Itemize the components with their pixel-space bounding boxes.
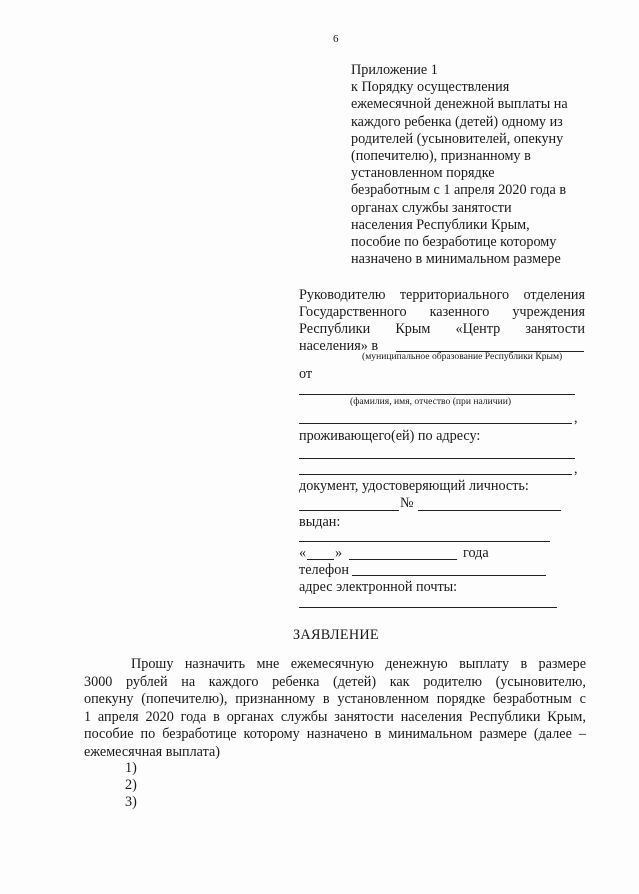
annex-line: населения Республики Крым,	[351, 216, 530, 233]
word: 2020	[145, 708, 174, 725]
word: территориального	[399, 287, 510, 303]
id-series-blank	[299, 510, 399, 511]
word: как	[389, 673, 410, 690]
word: апреля	[97, 708, 139, 725]
word: мне	[256, 656, 280, 672]
id-number-sign: №	[400, 495, 414, 511]
annex-line: (попечителю), признанному в	[351, 148, 531, 165]
word: порядке	[436, 691, 486, 707]
word: года	[180, 708, 207, 725]
annex-line: пособие по безработице которому	[351, 234, 557, 251]
fio-blank-2	[299, 423, 572, 424]
body-line-5	[84, 726, 586, 744]
id-doc-label: документ, удостоверяющий личность:	[299, 478, 529, 494]
word: пособие	[84, 726, 134, 742]
annex-line: родителей (усыновителей, опекуну	[351, 130, 564, 147]
application-body	[84, 656, 586, 761]
word: занятости	[334, 708, 394, 725]
word: Прошу	[131, 656, 174, 672]
word: ежемесячную	[290, 656, 374, 672]
word: в	[520, 656, 528, 672]
word: Крым	[395, 321, 431, 337]
addressee-line-2	[299, 304, 585, 321]
annex-line: к Порядку осуществления	[351, 79, 510, 96]
word: установленном	[337, 691, 429, 707]
body-line-3	[84, 691, 586, 709]
annex-line: органах службы занятости	[351, 199, 512, 216]
word: в	[213, 708, 220, 725]
word: денежную	[385, 656, 448, 672]
annex-line: безработным с 1 апреля 2020 года в	[351, 182, 567, 199]
word: рублей	[126, 673, 168, 690]
date-close-quote: »	[335, 545, 343, 561]
word: (детей)	[333, 673, 377, 690]
word: опекуну	[84, 691, 134, 707]
municipality-hint: (муниципальное образование Республики Крым)	[362, 351, 563, 362]
word: Государственного	[299, 304, 407, 320]
annex-line: каждого ребенка (детей) одному из	[351, 113, 563, 130]
addressee-line-3	[299, 321, 585, 338]
word: (усыновителю,	[495, 673, 586, 690]
address-blank-1	[299, 458, 575, 459]
word: 3000	[84, 673, 113, 690]
word: размере	[479, 726, 527, 742]
phone-label: телефон	[299, 562, 349, 578]
issued-blank	[299, 541, 550, 542]
word: службы	[280, 708, 328, 725]
id-number-blank	[418, 510, 561, 511]
word: каждого	[208, 673, 259, 690]
word: в	[374, 726, 382, 742]
word: (далее	[533, 726, 572, 742]
fio-hint: (фамилия, имя, отчество (при наличии)	[350, 396, 512, 407]
issued-label: выдан:	[299, 514, 341, 530]
word: казенного	[429, 304, 490, 320]
annex-line: Приложение 1	[351, 62, 438, 78]
word: которому	[243, 726, 300, 742]
list-item: 1)	[125, 760, 137, 776]
annex-line: установленном порядке	[351, 165, 495, 182]
word: признанному	[235, 691, 316, 707]
document-title: ЗАЯВЛЕНИЕ	[293, 627, 379, 643]
fio-comma: ,	[574, 410, 578, 426]
word: назначено	[306, 726, 368, 742]
date-open-quote: «	[299, 545, 307, 561]
word: Крым,	[547, 708, 586, 725]
list-item: 2)	[125, 777, 137, 793]
body-line-4	[84, 709, 586, 727]
word: в	[322, 691, 330, 707]
annex-line: назначено в минимальном размере	[351, 251, 561, 268]
word: учреждения	[512, 304, 585, 320]
word: выплату	[459, 656, 510, 672]
list-item: 3)	[125, 794, 137, 810]
word: родителю	[423, 673, 482, 690]
from-label: от	[299, 366, 313, 382]
email-label: адрес электронной почты:	[299, 579, 458, 595]
word: Руководителю	[299, 287, 386, 303]
word: безработным	[492, 691, 572, 707]
word: минимальном	[388, 726, 473, 742]
annex-block	[351, 62, 591, 268]
word: –	[578, 726, 586, 742]
addressee-line-1	[299, 287, 585, 304]
word: безработице	[162, 726, 237, 742]
email-blank	[299, 607, 557, 608]
word: населения	[400, 708, 463, 725]
year-label: года	[463, 545, 489, 561]
fio-blank-1	[299, 394, 575, 395]
address-label: проживающего(ей) по адресу:	[299, 428, 481, 444]
date-month-blank	[349, 559, 457, 560]
word: назначить	[184, 656, 246, 672]
address-blank-2	[299, 474, 572, 475]
word: органах	[226, 708, 274, 725]
word: Республики	[299, 321, 371, 337]
word: на	[181, 673, 196, 690]
word: ребенка	[272, 673, 320, 690]
word: размере	[538, 656, 586, 672]
addressee-line-4: населения» в	[299, 338, 379, 354]
word: Республики	[469, 708, 541, 725]
annex-line: ежемесячной денежной выплаты на	[351, 96, 568, 113]
word: с	[579, 691, 586, 707]
phone-blank	[352, 575, 546, 576]
body-line-6: ежемесячная выплата)	[84, 743, 220, 760]
address-comma: ,	[574, 461, 578, 477]
word: отделения	[523, 287, 585, 303]
word: (попечителю),	[141, 691, 228, 707]
word: 1	[84, 708, 92, 725]
body-line-1	[84, 656, 586, 674]
body-line-2	[84, 674, 586, 692]
word: занятости	[525, 321, 585, 337]
word: «Центр	[455, 321, 501, 337]
word: по	[140, 726, 156, 742]
page-number: 6	[333, 33, 339, 45]
date-day-blank	[307, 559, 334, 560]
